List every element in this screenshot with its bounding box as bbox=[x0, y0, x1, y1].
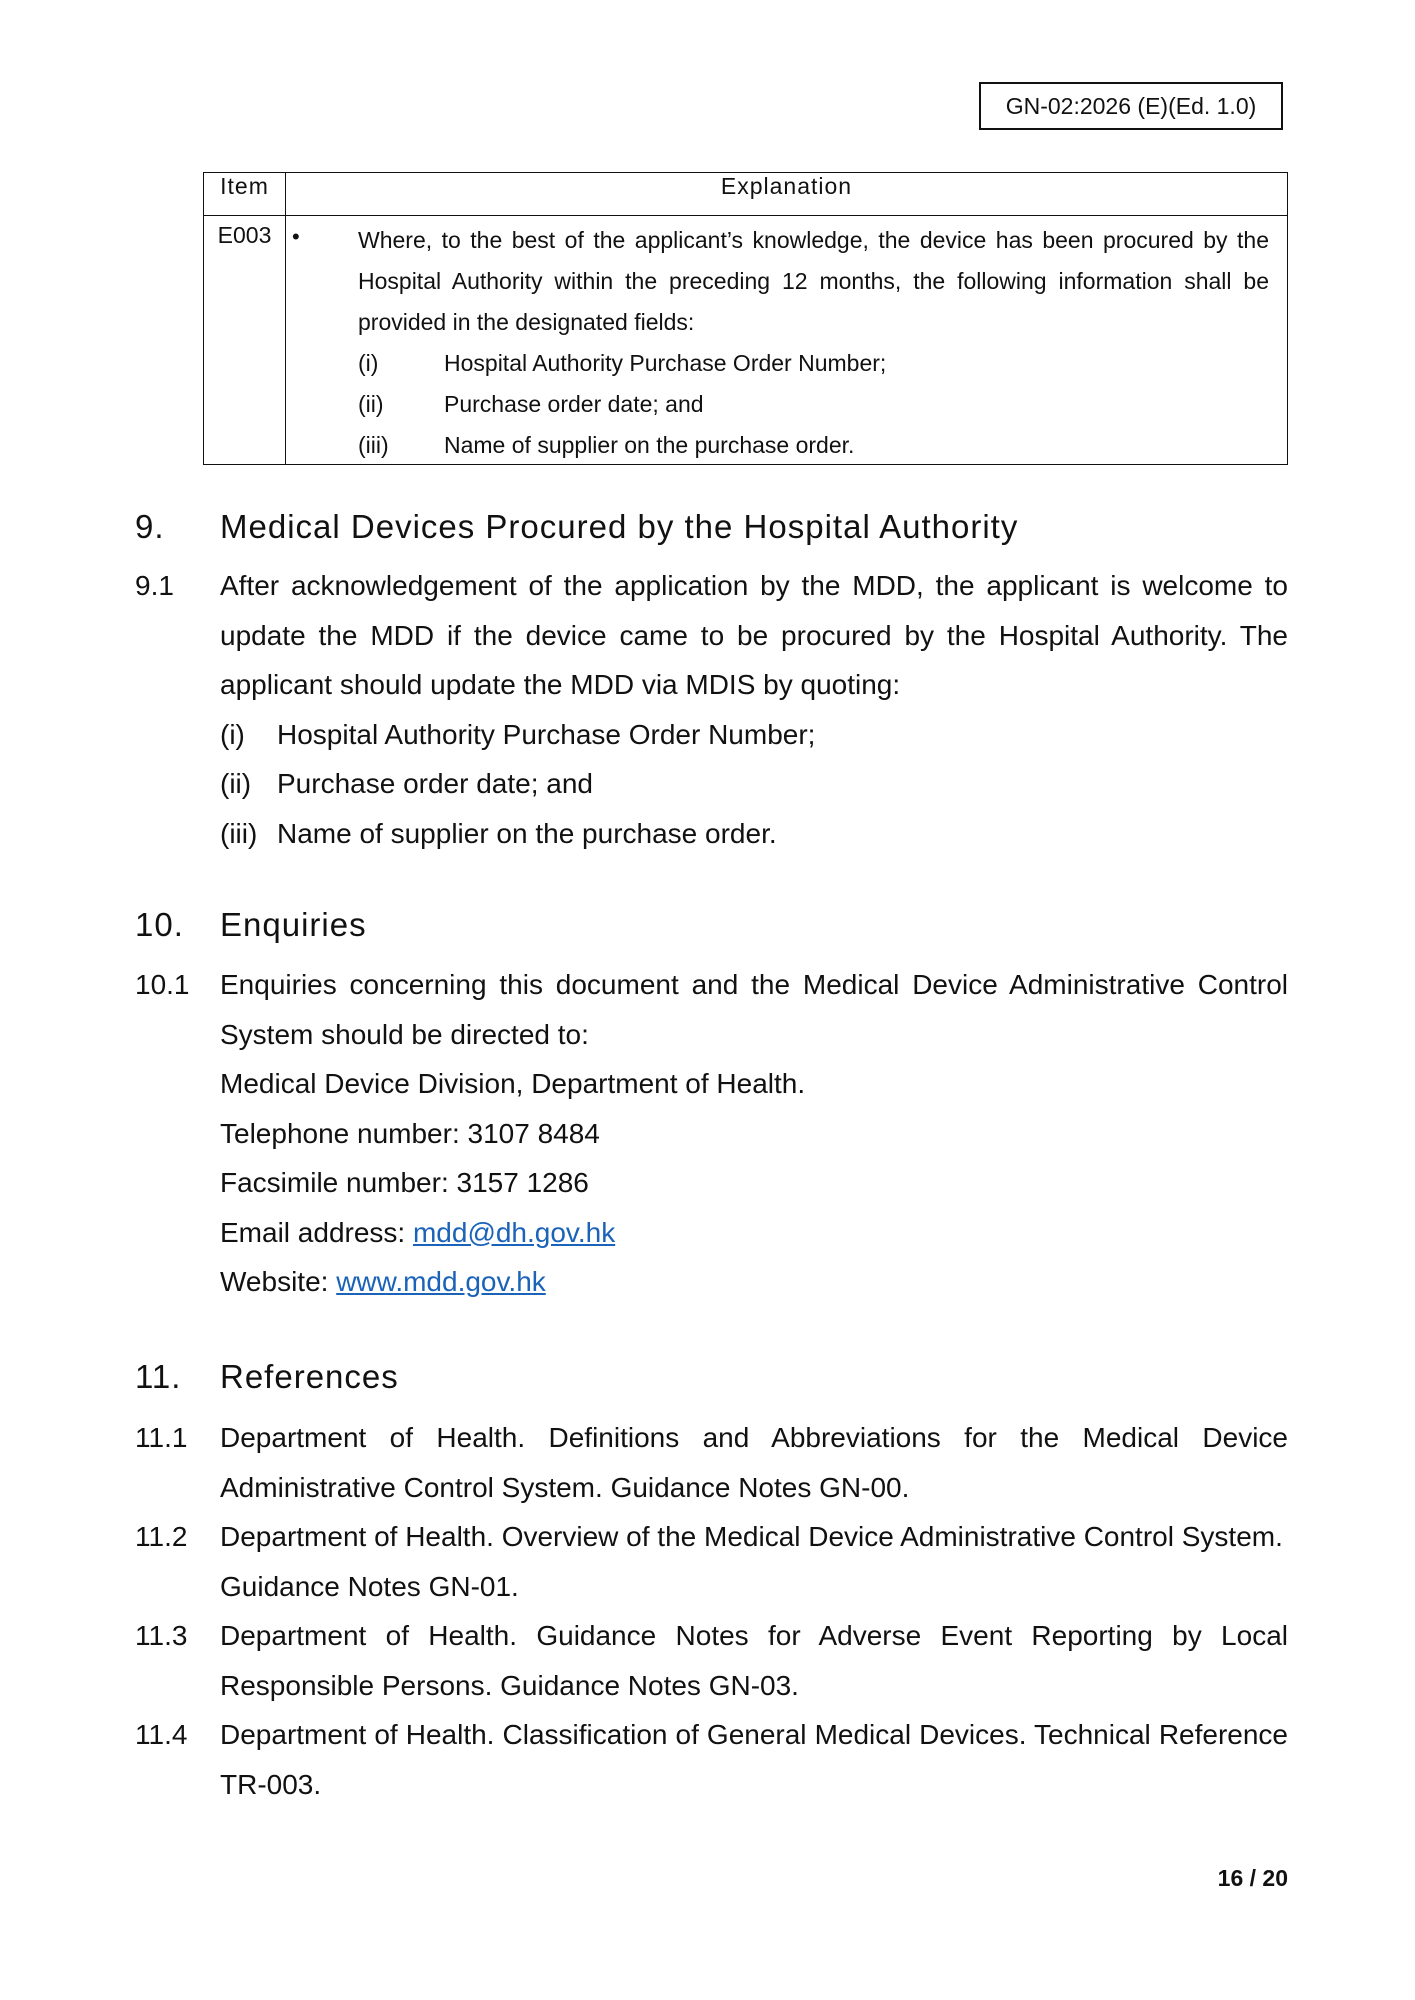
list-item-number: (i) bbox=[220, 718, 245, 750]
section-heading-9 bbox=[135, 508, 1288, 552]
section-number: 9. bbox=[135, 508, 165, 545]
section-number: 10. bbox=[135, 906, 184, 943]
section-heading-11 bbox=[135, 1358, 1288, 1402]
list-item-number: (ii) bbox=[220, 768, 252, 799]
explanation-subitem bbox=[358, 425, 854, 466]
reference-text bbox=[220, 1512, 1298, 1611]
section-title: Medical Devices Procured by the Hospital Authority bbox=[220, 508, 1019, 545]
list-item-text: Name of supplier on the purchase order. bbox=[277, 817, 777, 849]
list-item bbox=[220, 759, 1288, 809]
reference-text: Department of Health. Definitions and Abbreviations for the Medical Device Administrative Control System. Guidance Notes GN-00. bbox=[220, 1422, 1288, 1503]
table-header-row bbox=[204, 173, 1288, 216]
contact-website-line bbox=[220, 1257, 1288, 1307]
website-link[interactable]: www.mdd.gov.hk bbox=[336, 1266, 546, 1297]
website-label: Website: bbox=[220, 1266, 337, 1297]
reference-text: Department of Health. Guidance Notes for Adverse Event Reporting by Local Responsible Persons. Guidance Notes GN-03. bbox=[220, 1620, 1288, 1701]
item-code: E003 bbox=[204, 216, 286, 465]
paragraph-10-1 bbox=[135, 960, 1288, 1307]
section-number: 11. bbox=[135, 1358, 182, 1395]
contact-email-line bbox=[220, 1208, 1288, 1258]
column-header-explanation: Explanation bbox=[286, 173, 1288, 216]
reference-11-3 bbox=[135, 1611, 1288, 1710]
paragraph-9-1 bbox=[135, 561, 1288, 858]
explanation-subitem bbox=[358, 343, 886, 384]
email-link[interactable]: mdd@dh.gov.hk bbox=[412, 1216, 616, 1248]
section-title: References bbox=[220, 1358, 399, 1395]
explanation-table bbox=[203, 172, 1288, 465]
paragraph-text: Enquiries concerning this document and the Medical Device Administrative Control System should be directed to: bbox=[220, 969, 1288, 1050]
reference-number: 11.3 bbox=[135, 1620, 188, 1651]
reference-11-1 bbox=[135, 1413, 1288, 1512]
reference-text: Department of Health. Classification of General Medical Devices. Technical Reference TR-003. bbox=[220, 1719, 1288, 1800]
reference-11-2 bbox=[135, 1512, 1298, 1611]
email-label: Email address: bbox=[220, 1216, 413, 1248]
subitem-number: (ii) bbox=[358, 391, 384, 417]
paragraph-number: 9.1 bbox=[135, 570, 174, 601]
contact-organisation: Medical Device Division, Department of Health. bbox=[220, 1068, 806, 1099]
table-row bbox=[204, 216, 1288, 465]
contact-details bbox=[220, 1059, 1288, 1307]
list-item-text: Hospital Authority Purchase Order Number; bbox=[277, 718, 816, 750]
document-code: GN-02:2026 (E)(Ed. 1.0) bbox=[1005, 92, 1257, 119]
section-heading-10 bbox=[135, 906, 1288, 950]
reference-number: 11.4 bbox=[135, 1719, 188, 1750]
paragraph-number: 10.1 bbox=[135, 969, 190, 1000]
reference-text-line: Department of Health. Overview of the Medical Device Administrative Control System. bbox=[220, 1521, 1283, 1552]
list-item-number: (iii) bbox=[220, 817, 258, 849]
list-item bbox=[220, 710, 1288, 760]
explanation-text: Where, to the best of the applicant’s knowledge, the device has been procured by the Hospital Authority within the preceding 12 months, the following information shall be provided in the designated fields: bbox=[358, 227, 1269, 335]
column-header-item: Item bbox=[204, 173, 286, 216]
explanation-cell bbox=[286, 216, 1288, 465]
section-title: Enquiries bbox=[220, 906, 367, 943]
subitem-text: Hospital Authority Purchase Order Number; bbox=[444, 350, 887, 376]
reference-number: 11.2 bbox=[135, 1521, 188, 1552]
document-code-box bbox=[979, 82, 1283, 130]
subitem-number: (i) bbox=[358, 350, 379, 376]
bullet-icon: • bbox=[292, 224, 300, 249]
sub-list bbox=[220, 710, 1288, 859]
subitem-text: Name of supplier on the purchase order. bbox=[444, 432, 855, 458]
reference-number: 11.1 bbox=[135, 1422, 188, 1453]
page-number: 16 / 20 bbox=[1217, 1865, 1288, 1891]
contact-telephone: Telephone number: 3107 8484 bbox=[220, 1117, 600, 1149]
paragraph-text: After acknowledgement of the application by the MDD, the applicant is welcome to update the MDD if the device came to be procured by the Hospital Authority. The applicant should update the MDD via MDIS by quoting: bbox=[220, 570, 1288, 700]
list-item-text: Purchase order date; and bbox=[277, 768, 593, 799]
reference-text-line: Guidance Notes GN-01. bbox=[220, 1570, 519, 1602]
subitem-number: (iii) bbox=[358, 432, 389, 458]
subitem-text: Purchase order date; and bbox=[444, 391, 704, 417]
reference-11-4 bbox=[135, 1710, 1288, 1809]
contact-fax: Facsimile number: 3157 1286 bbox=[220, 1167, 589, 1198]
list-item bbox=[220, 809, 1288, 859]
explanation-subitem bbox=[358, 384, 704, 425]
